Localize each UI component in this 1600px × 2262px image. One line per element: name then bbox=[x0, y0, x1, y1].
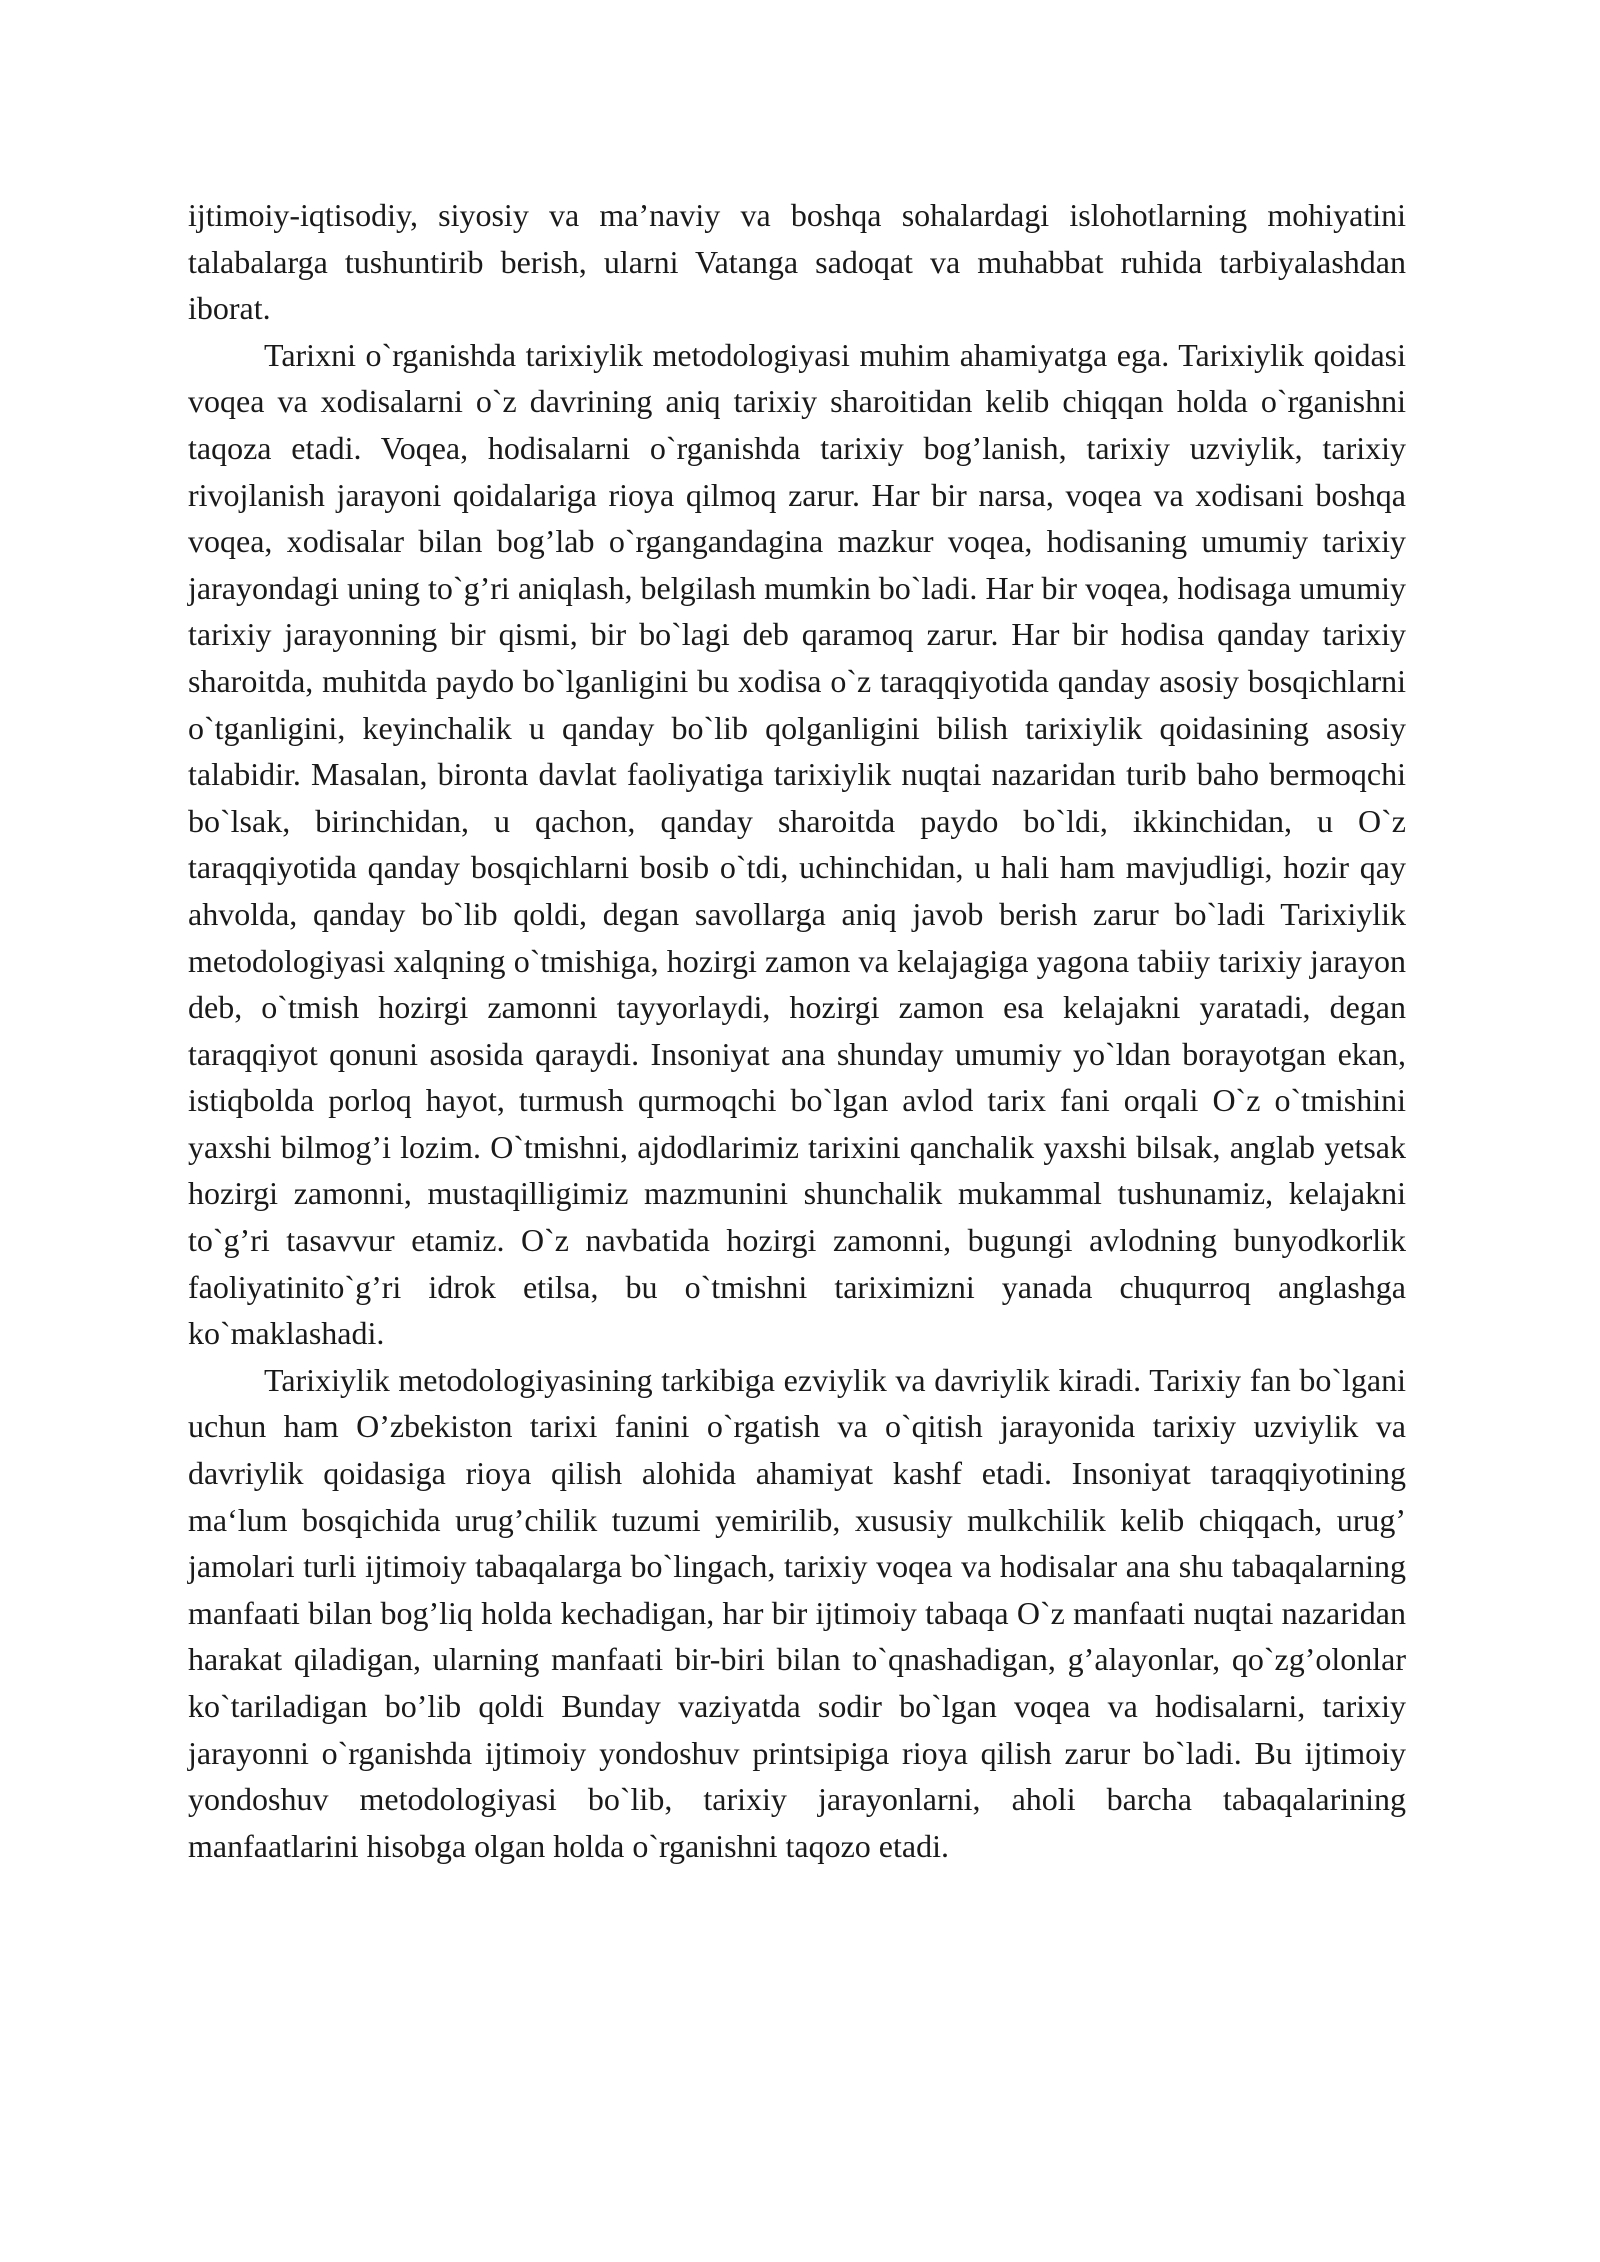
document-page bbox=[188, 192, 1406, 1869]
paragraph-2: Tarixni o`rganishda tarixiylik metodologiyasi muhim ahamiyatga ega. Tarixiylik qoidasi voqea va xodisalarni o`z davrining aniq tarixiy sharoitidan kelib chiqqan holda o`rganishni taqoza etadi. Voqea, hodisalarni o`rganishda tarixiy bog’lanish, tarixiy uzviylik, tarixiy rivojlanish jarayoni qoidalariga rioya qilmoq zarur. Har bir narsa, voqea va xodisani boshqa voqea, xodisalar bilan bog’lab o`rgangandagina mazkur voqea, hodisaning umumiy tarixiy jarayondagi uning to`g’ri aniqlash, belgilash mumkin bo`ladi. Har bir voqea, hodisaga umumiy tarixiy jarayonning bir qismi, bir bo`lagi deb qaramoq zarur. Har bir hodisa qanday tarixiy sharoitda, muhitda paydo bo`lganligini bu xodisa o`z taraqqiyotida qanday asosiy bosqichlarni o`tganligini, keyinchalik u qanday bo`lib qolganligini bilish tarixiylik qoidasining asosiy talabidir. Masalan, bironta davlat faoliyatiga tarixiylik nuqtai nazaridan turib baho bermoqchi bo`lsak, birinchidan, u qachon, qanday sharoitda paydo bo`ldi, ikkinchidan, u O`z taraqqiyotida qanday bosqichlarni bosib o`tdi, uchinchidan, u hali ham mavjudligi, hozir qay ahvolda, qanday bo`lib qoldi, degan savollarga aniq javob berish zarur bo`ladi Tarixiylik metodologiyasi xalqning o`tmishiga, hozirgi zamon va kelajagiga yagona tabiiy tarixiy jarayon deb, o`tmish hozirgi zamonni tayyorlaydi, hozirgi zamon esa kelajakni yaratadi, degan taraqqiyot qonuni asosida qaraydi. Insoniyat ana shunday umumiy yo`ldan borayotgan ekan, istiqbolda porloq hayot, turmush qurmoqchi bo`lgan avlod tarix fani orqali O`z o`tmishini yaxshi bilmog’i lozim. O`tmishni, ajdodlarimiz tarixini qanchalik yaxshi bilsak, anglab yetsak hozirgi zamonni, mustaqilligimiz mazmunini shunchalik mukammal tushunamiz, kelajakni to`g’ri tasavvur etamiz. O`z navbatida hozirgi zamonni, bugungi avlodning bunyodkorlik faoliyatinito`g’ri idrok etilsa, bu o`tmishni tariximizni yanada chuqurroq anglashga ko`maklashadi. bbox=[188, 336, 1406, 1352]
paragraph-3: Tarixiylik metodologiyasining tarkibiga ezviylik va davriylik kiradi. Tarixiy fan bo`lgani uchun ham O’zbekiston tarixi fanini o`rgatish va o`qitish jarayonida tarixiy uzviylik va davriylik qoidasiga rioya qilish alohida ahamiyat kashf etadi. Insoniyat taraqqiyotining ma‘lum bosqichida urug’chilik tuzumi yemirilib, xususiy mulkchilik kelib chiqqach, urug’ jamolari turli ijtimoiy tabaqalarga bo`lingach, tarixiy voqea va hodisalar ana shu tabaqalarning manfaati bilan bog’liq holda kechadigan, har bir ijtimoiy tabaqa O`z manfaati nuqtai nazaridan harakat qiladigan, ularning manfaati bir-biri bilan to`qnashadigan, g’alayonlar, qo`zg’olonlar ko`tariladigan bo’lib qoldi Bunday vaziyatda sodir bo`lgan voqea va hodisalarni, tarixiy jarayonni o`rganishda ijtimoiy yondoshuv printsipiga rioya qilish zarur bo`ladi. Bu ijtimoiy yondoshuv metodologiyasi bo`lib, tarixiy jarayonlarni, aholi barcha tabaqalarining manfaatlarini hisobga olgan holda o`rganishni taqozo etadi. bbox=[188, 1361, 1406, 1864]
paragraph-1: ijtimoiy-iqtisodiy, siyosiy va ma’naviy va boshqa sohalardagi islohotlarning mohiyatini talabalarga tushuntirib berish, ularni Vatanga sadoqat va muhabbat ruhida tarbiyalashdan iborat. bbox=[188, 197, 1406, 327]
